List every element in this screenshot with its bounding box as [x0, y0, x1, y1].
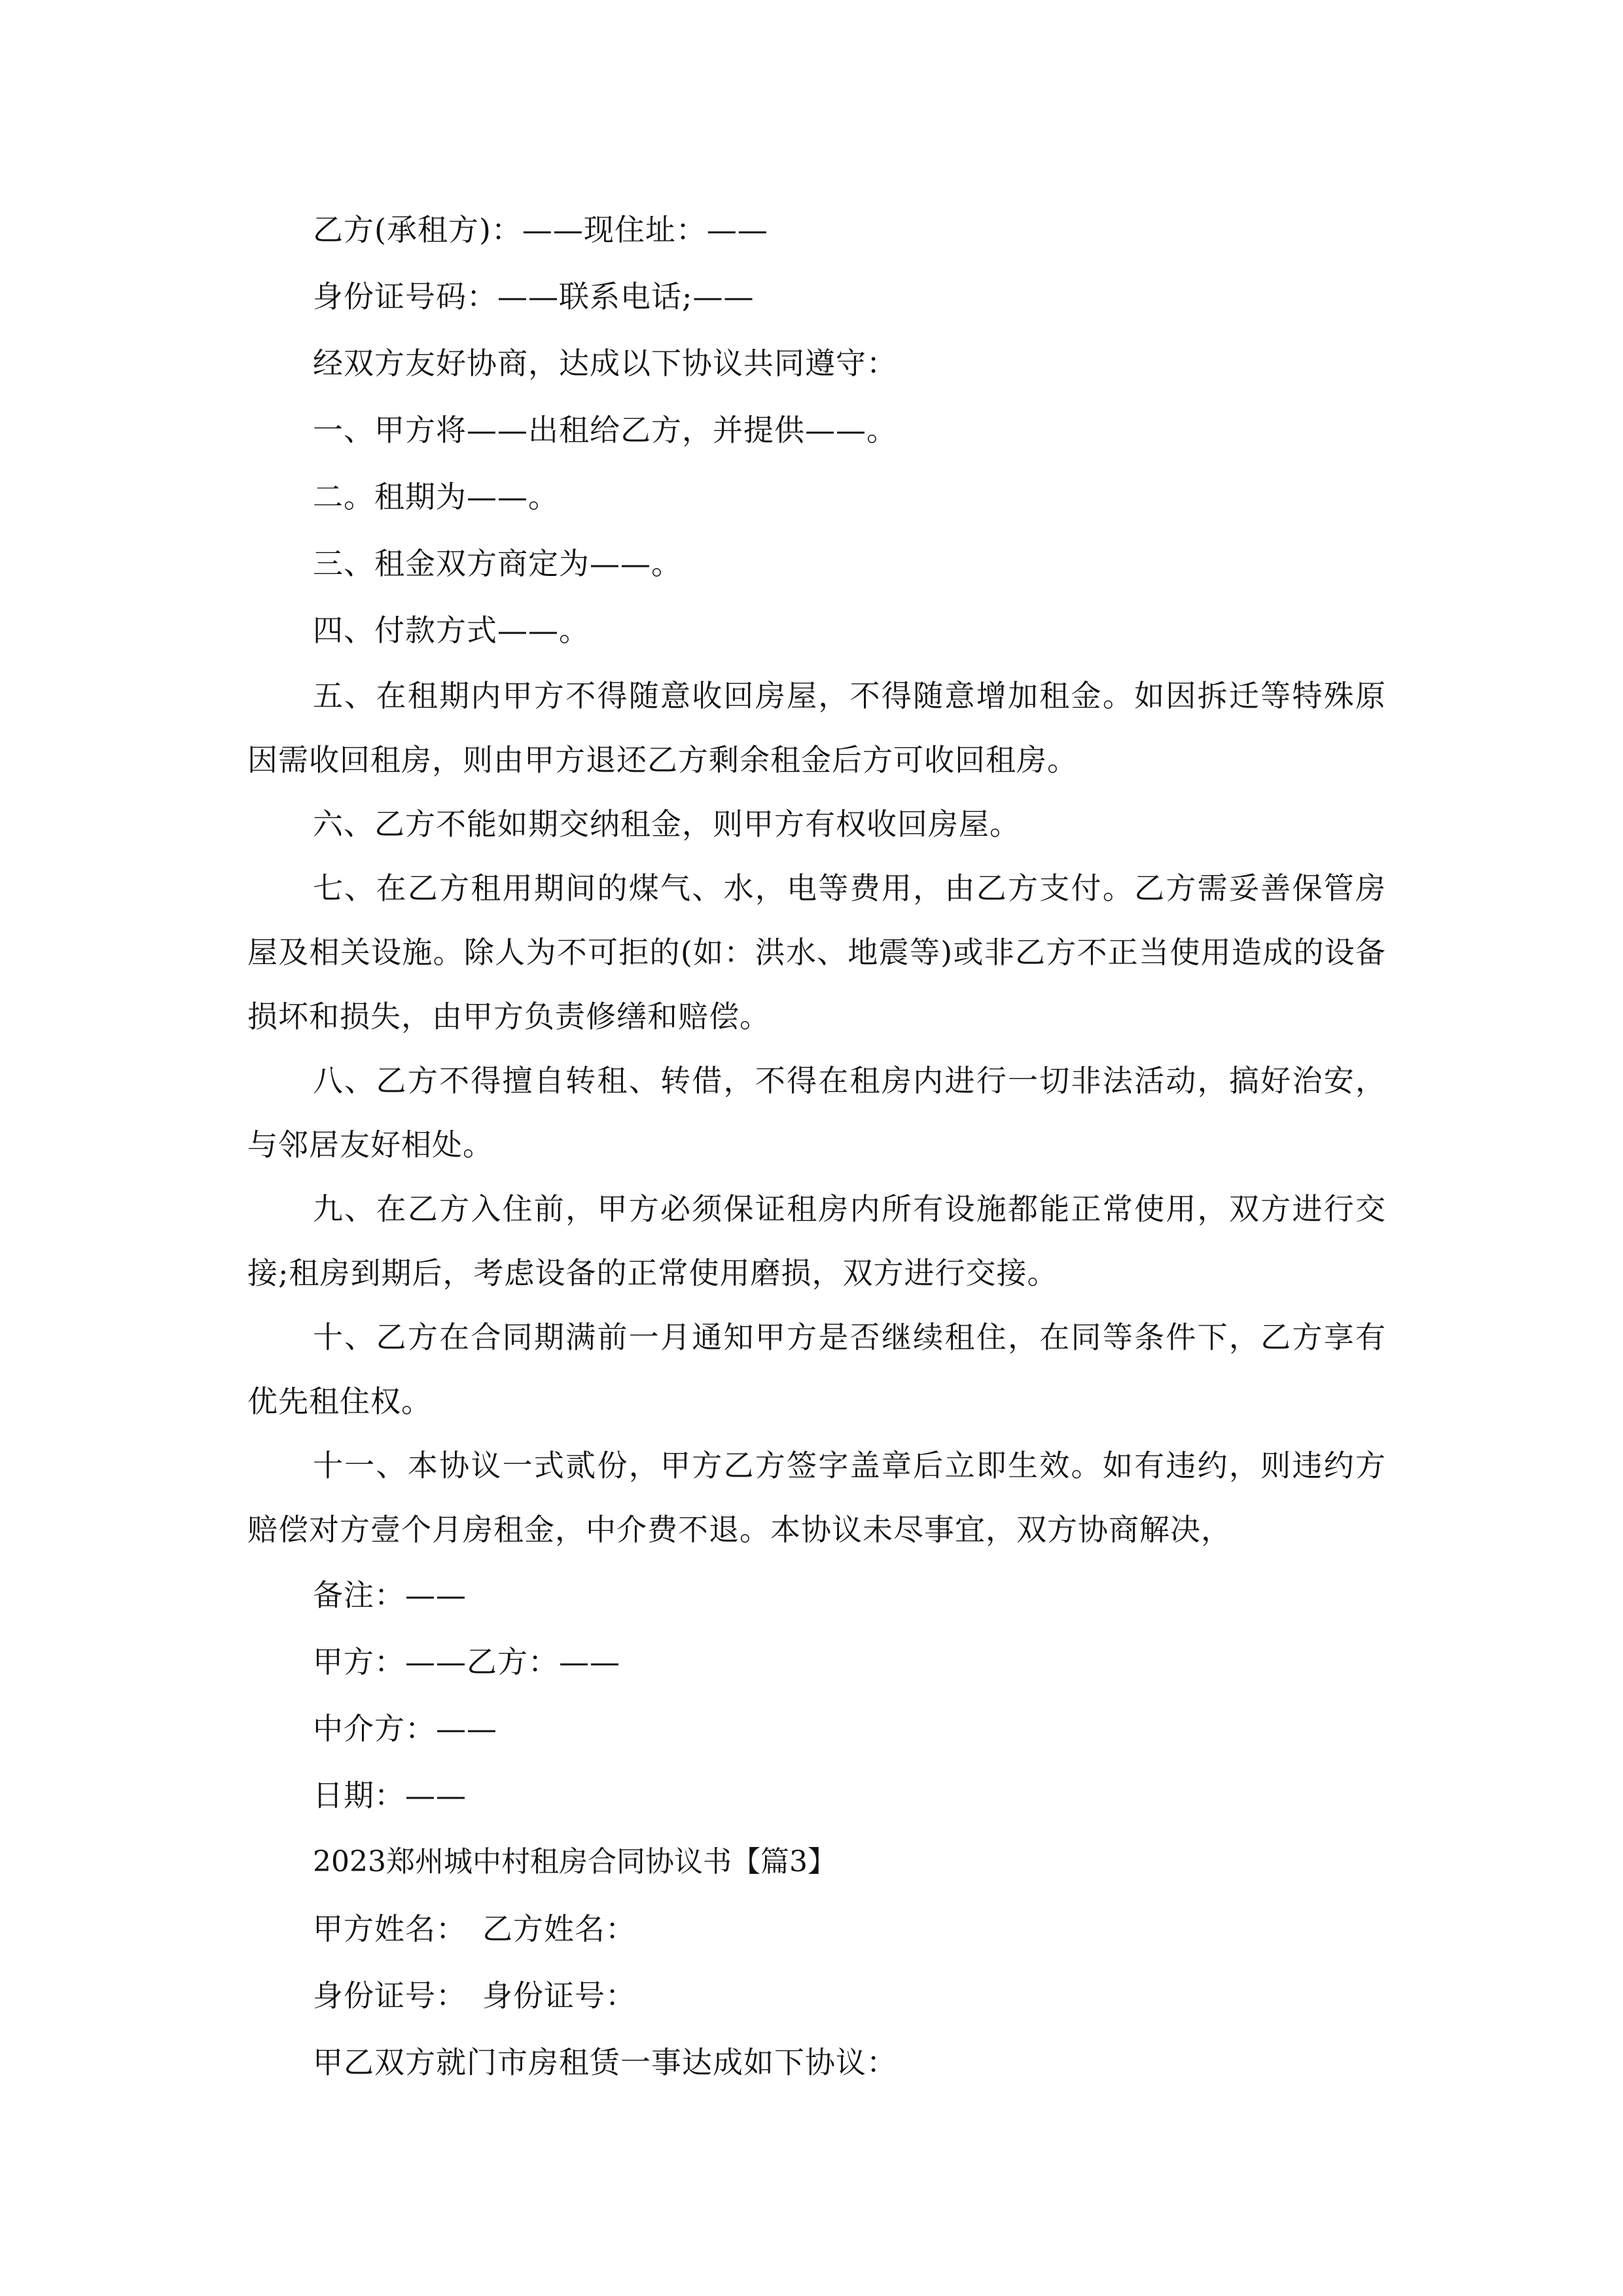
- clause-2: 二。租期为——。: [313, 479, 559, 514]
- clause-1: 一、甲方将——出租给乙方，并提供——。: [313, 412, 897, 448]
- party-names-line: 甲方姓名： 乙方姓名：: [313, 1911, 636, 1946]
- party-ids-line: 身份证号： 身份证号：: [313, 1978, 636, 2013]
- clause-5: 五、在租期内甲方不得随意收回房屋，不得随意增加租金。如因拆迁等特殊原因需收回租房，则由甲方退还乙方剩余租金后方可收回租房。: [247, 678, 1386, 778]
- clause-9: 九、在乙方入住前，甲方必须保证租房内所有设施都能正常使用，双方进行交接;租房到期后，考虑设备的正常使用磨损，双方进行交接。: [247, 1191, 1386, 1291]
- clause-7: 七、在乙方租用期间的煤气、水，电等费用，由乙方支付。乙方需妥善保管房屋及相关设施。除人为不可拒的(如：洪水、地震等)或非乙方不正当使用造成的设备损坏和损失，由甲方负责修缮和赔偿。: [247, 870, 1386, 1034]
- remarks-line: 备注：——: [313, 1577, 467, 1613]
- tenant-info-line: 乙方(承租方)：——现住址：——: [313, 212, 768, 247]
- agreement-intro-line: 经双方友好协商，达成以下协议共同遵守：: [313, 346, 897, 381]
- lease-intro-line: 甲乙双方就门市房租赁一事达成如下协议：: [313, 2045, 897, 2080]
- clause-4: 四、付款方式——。: [313, 613, 590, 648]
- clause-11: 十一、本协议一式贰份，甲方乙方签字盖章后立即生效。如有违约，则违约方赔偿对方壹个月房租金，中介费不退。本协议未尽事宜，双方协商解决，: [247, 1448, 1386, 1547]
- clause-10: 十、乙方在合同期满前一月通知甲方是否继续租住，在同等条件下，乙方享有优先租住权。: [247, 1319, 1386, 1419]
- id-phone-line: 身份证号码：——联系电话;——: [313, 279, 755, 314]
- date-line: 日期：——: [313, 1778, 467, 1813]
- signature-line: 甲方：——乙方：——: [313, 1644, 620, 1679]
- clause-3: 三、租金双方商定为——。: [313, 546, 682, 581]
- clause-6: 六、乙方不能如期交纳租金，则甲方有权收回房屋。: [313, 806, 1020, 842]
- section-title: 2023郑州城中村租房合同协议书【篇3】: [313, 1845, 836, 1878]
- clause-8: 八、乙方不得擅自转租、转借，不得在租房内进行一切非法活动，搞好治安，与邻居友好相处。: [247, 1063, 1386, 1162]
- agent-line: 中介方：——: [313, 1711, 497, 1746]
- document-body: [247, 196, 1386, 2096]
